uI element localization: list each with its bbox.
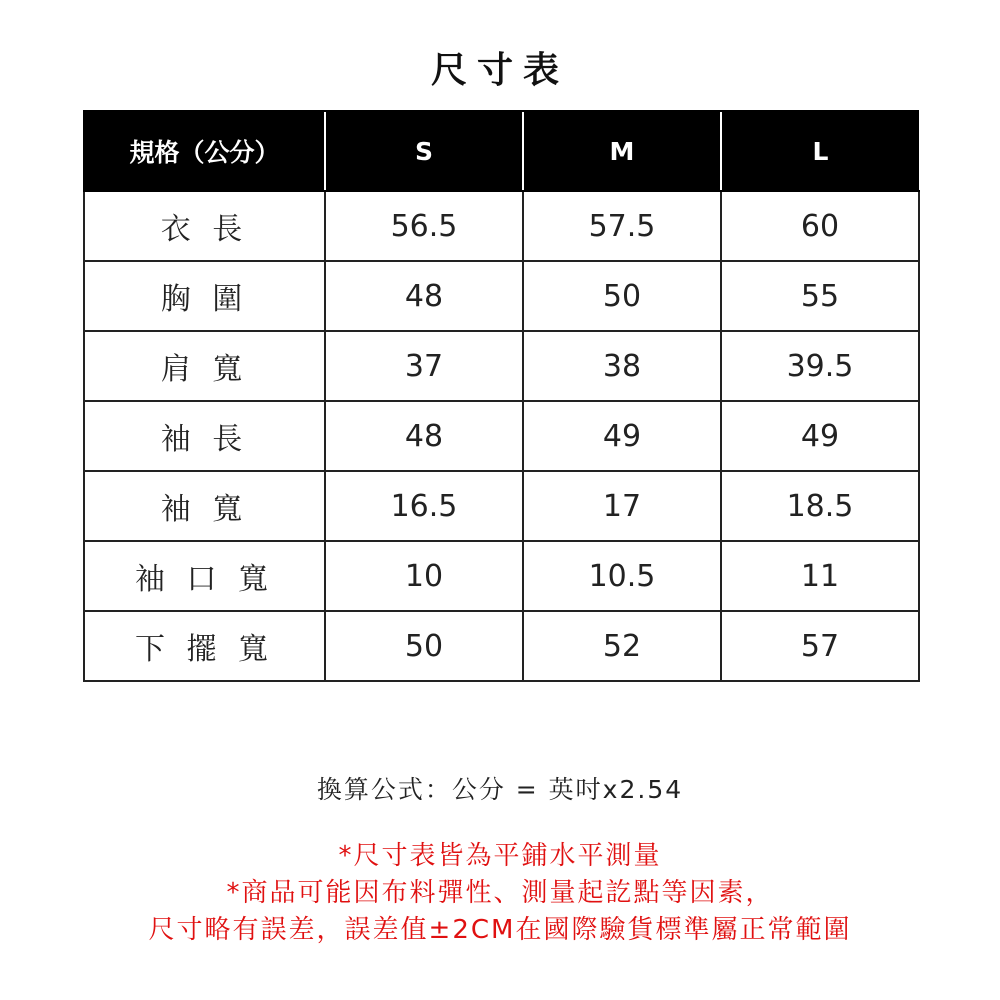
table-header-row [84, 111, 919, 191]
cell-value: 50 [325, 611, 523, 681]
cell-value: 39.5 [721, 331, 919, 401]
cell-value: 50 [523, 261, 721, 331]
table-row [84, 331, 919, 401]
note-line: 尺寸略有誤差，誤差值±2CM在國際驗貨標準屬正常範圍 [148, 915, 852, 945]
row-label: 袖 寬 [84, 471, 325, 541]
measurement-notes [0, 838, 1000, 949]
cell-value: 38 [523, 331, 721, 401]
cell-value: 56.5 [325, 191, 523, 261]
cell-value: 48 [325, 401, 523, 471]
row-label: 袖 長 [84, 401, 325, 471]
size-table [83, 110, 920, 682]
cell-value: 57.5 [523, 191, 721, 261]
cell-value: 60 [721, 191, 919, 261]
cell-value: 37 [325, 331, 523, 401]
header-size-s: S [325, 111, 523, 191]
cell-value: 11 [721, 541, 919, 611]
table-row [84, 611, 919, 681]
cell-value: 18.5 [721, 471, 919, 541]
table-row [84, 261, 919, 331]
note-line: *尺寸表皆為平鋪水平測量 [338, 841, 662, 871]
table-row [84, 471, 919, 541]
conversion-formula: 換算公式：公分 = 英吋x2.54 [316, 775, 684, 804]
row-label: 衣 長 [84, 191, 325, 261]
cell-value: 48 [325, 261, 523, 331]
row-label: 胸 圍 [84, 261, 325, 331]
cell-value: 55 [721, 261, 919, 331]
table-row [84, 401, 919, 471]
cell-value: 16.5 [325, 471, 523, 541]
header-size-l: L [721, 111, 919, 191]
table-row [84, 191, 919, 261]
row-label: 袖 口 寬 [84, 541, 325, 611]
table-row [84, 541, 919, 611]
cell-value: 10.5 [523, 541, 721, 611]
note-line: *商品可能因布料彈性、測量起訖點等因素， [226, 878, 774, 908]
cell-value: 49 [721, 401, 919, 471]
cell-value: 10 [325, 541, 523, 611]
cell-value: 49 [523, 401, 721, 471]
cell-value: 57 [721, 611, 919, 681]
header-spec: 規格（公分） [84, 111, 325, 191]
cell-value: 17 [523, 471, 721, 541]
header-size-m: M [523, 111, 721, 191]
row-label: 肩 寬 [84, 331, 325, 401]
page-title: 尺寸表 [430, 50, 569, 91]
row-label: 下 擺 寬 [84, 611, 325, 681]
cell-value: 52 [523, 611, 721, 681]
